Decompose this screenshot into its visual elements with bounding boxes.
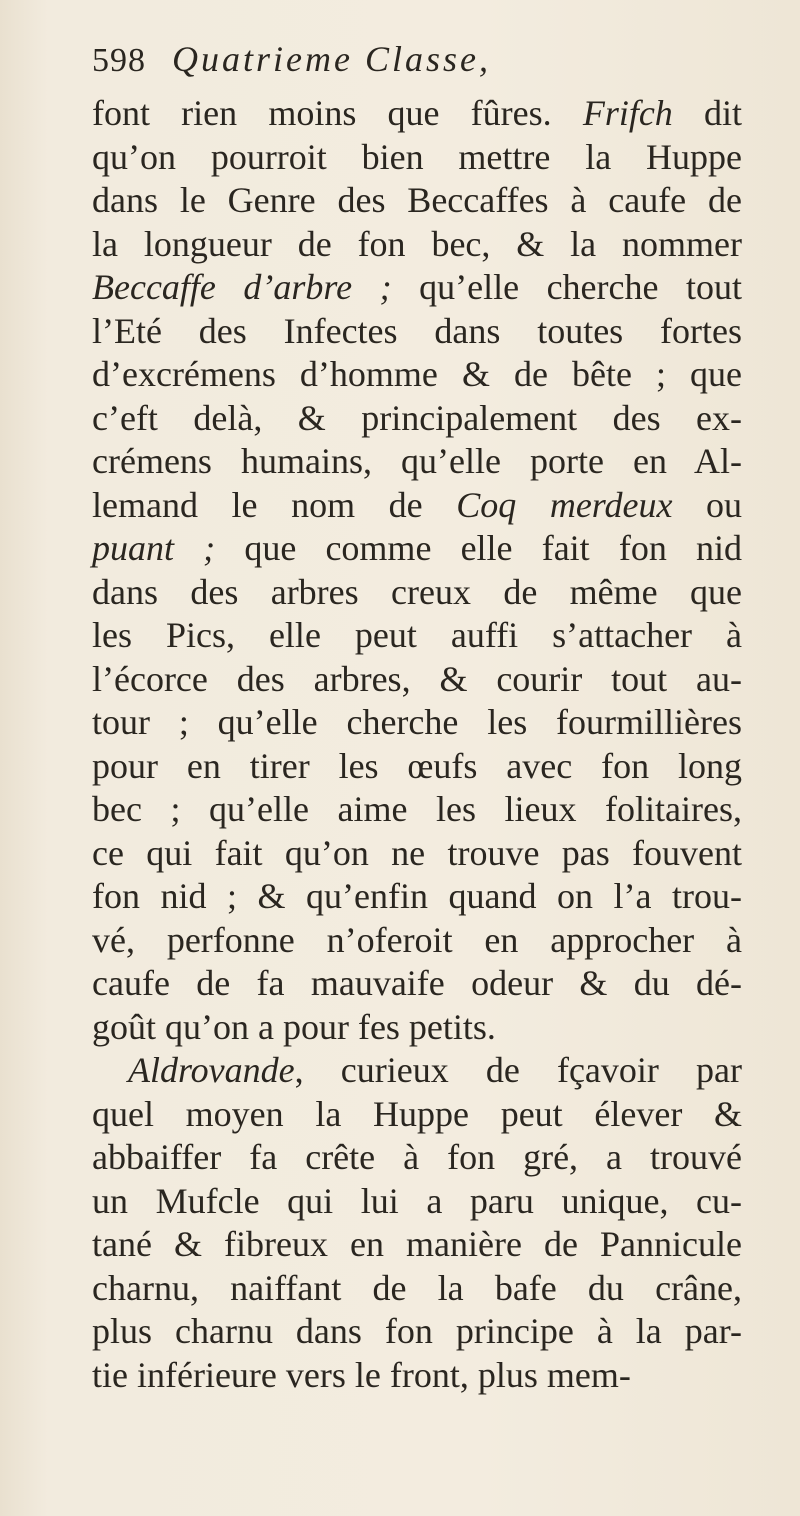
body-text <box>92 92 742 1397</box>
running-title: Quatrieme Classe, <box>172 39 491 79</box>
text-line <box>92 1093 742 1137</box>
text-line <box>92 1267 742 1311</box>
text-segment: charnu, naiffant de la bafe du crâne, <box>92 1267 742 1308</box>
text-line <box>92 397 742 441</box>
text-line <box>92 223 742 267</box>
text-line <box>92 571 742 615</box>
text-line <box>92 832 742 876</box>
text-line <box>92 92 742 136</box>
text-line <box>92 658 742 702</box>
text-segment: tie inférieure vers le front, plus mem- <box>92 1354 631 1395</box>
text-segment: la longueur de fon bec, & la nommer <box>92 223 742 264</box>
text-segment: c’eft delà, & principalement des ex- <box>92 397 742 438</box>
text-segment: qu’on pourroit bien mettre la Huppe <box>92 136 742 177</box>
text-segment: crémens humains, qu’elle porte en Al- <box>92 441 742 481</box>
text-segment: font rien moins que fûres. <box>92 93 583 133</box>
text-line <box>92 788 742 832</box>
text-line <box>92 440 742 484</box>
text-segment: , curieux de fçavoir par <box>294 1050 742 1090</box>
text-segment: dit <box>672 93 742 133</box>
italic-text: Frifch <box>582 93 673 133</box>
text-line <box>92 962 742 1006</box>
text-segment: caufe de fa mauvaife odeur & du dé- <box>92 963 742 1003</box>
text-segment: l’Eté des Infectes dans toutes fortes <box>92 310 742 351</box>
text-segment: d’excrémens d’homme & de bête ; que <box>92 354 742 394</box>
text-line <box>92 1223 742 1267</box>
text-line <box>92 266 742 310</box>
text-segment: qu’elle cherche tout <box>391 267 743 307</box>
text-line <box>92 614 742 658</box>
text-line <box>92 1180 742 1224</box>
text-line <box>92 179 742 223</box>
text-segment: un Mufcle qui lui a paru unique, cu- <box>92 1180 742 1221</box>
page-number: 598 <box>92 42 146 79</box>
text-line <box>92 484 742 528</box>
text-segment: fon nid ; & qu’enfin quand on l’a trou- <box>92 876 742 916</box>
text-segment: dans le Genre des Beccaffes à caufe de <box>92 180 742 220</box>
text-line <box>92 919 742 963</box>
text-line <box>92 353 742 397</box>
text-line <box>92 527 742 571</box>
text-segment: dans des arbres creux de même que <box>92 571 742 612</box>
text-line <box>92 875 742 919</box>
text-line <box>92 1006 742 1050</box>
text-line <box>92 1354 742 1398</box>
italic-text: Coq merdeux <box>456 484 673 525</box>
text-segment: plus charnu dans fon principe à la par- <box>92 1311 742 1351</box>
text-segment: ce qui fait qu’on ne trouve pas fouvent <box>92 832 742 873</box>
italic-text: Aldrovande <box>128 1050 295 1090</box>
text-segment: tour ; qu’elle cherche les fourmillières <box>92 702 742 742</box>
text-segment: quel moyen la Huppe peut élever & <box>92 1093 742 1134</box>
text-segment: goût qu’on a pour fes petits. <box>92 1006 496 1047</box>
text-segment: lemand le nom de <box>92 484 457 525</box>
text-line <box>92 1049 742 1093</box>
text-line <box>92 1136 742 1180</box>
italic-text: puant ; <box>92 528 216 568</box>
text-segment: pour en tirer les œufs avec fon long <box>92 745 742 786</box>
text-segment: les Pics, elle peut auffi s’attacher à <box>92 615 742 655</box>
text-line <box>92 745 742 789</box>
text-segment: ou <box>672 484 743 525</box>
text-segment: tané & fibreux en manière de Pannicule <box>92 1224 742 1264</box>
text-line <box>92 136 742 180</box>
italic-text: Beccaffe d’arbre ; <box>92 267 392 307</box>
page-header <box>92 38 732 98</box>
text-segment: abbaiffer fa crête à fon gré, a trouvé <box>92 1137 742 1177</box>
text-segment: que comme elle fait fon nid <box>215 528 742 568</box>
text-segment: l’écorce des arbres, & courir tout au- <box>92 658 742 699</box>
text-line <box>92 701 742 745</box>
text-line <box>92 310 742 354</box>
text-line <box>92 1310 742 1354</box>
text-segment: bec ; qu’elle aime les lieux folitaires, <box>92 789 742 829</box>
text-segment: vé, perfonne n’oferoit en approcher à <box>92 919 742 960</box>
